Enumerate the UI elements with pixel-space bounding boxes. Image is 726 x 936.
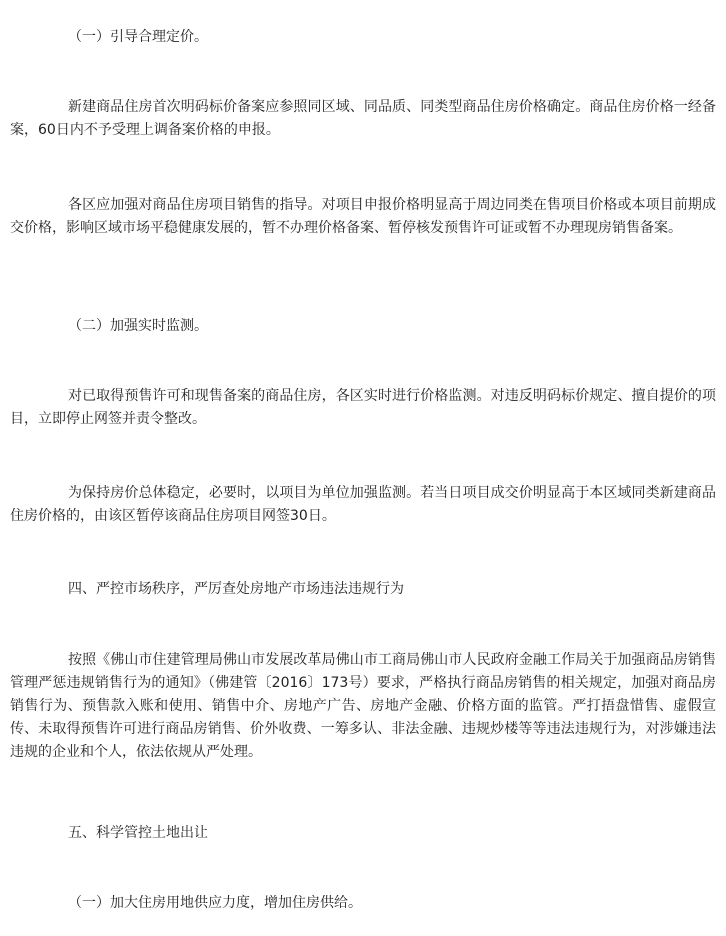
subheading-realtime-monitoring: （二）加强实时监测。 bbox=[68, 318, 208, 334]
paragraph-project-monitoring: 为保持房价总体稳定，必要时，以项目为单位加强监测。若当日项目成交价明显高于本区域同类新建商品住房价格的，由该区暂停该商品住房项目网签30日。 bbox=[10, 485, 716, 524]
section-heading-market-order: 四、严控市场秩序，严厉查处房地产市场违法违规行为 bbox=[68, 581, 404, 597]
section-heading-land-transfer: 五、科学管控土地出让 bbox=[68, 825, 208, 841]
paragraph-district-guidance: 各区应加强对商品住房项目销售的指导。对项目申报价格明显高于周边同类在售项目价格或本项目前期成交价格，影响区域市场平稳健康发展的，暂不办理价格备案、暂停核发预售许可证或暂不办理现房销售备案。 bbox=[10, 197, 716, 236]
subheading-land-supply: （一）加大住房用地供应力度，增加住房供给。 bbox=[68, 895, 362, 911]
paragraph-price-monitoring: 对已取得预售许可和现售备案的商品住房，各区实时进行价格监测。对违反明码标价规定、擅自提价的项目，立即停止网签并责令整改。 bbox=[10, 388, 716, 427]
paragraph-sales-regulation: 按照《佛山市住建管理局佛山市发展改革局佛山市工商局佛山市人民政府金融工作局关于加强商品房销售管理严惩违规销售行为的通知》（佛建管〔2016〕173号）要求，严格执行商品房销售的相关规定，加强对商品房销售行为、预售款入账和使用、销售中介、房地产广告、房地产金融、价格方面的监管。严打捂盘惜售、虚假宣传、未取得预售许可进行商品房销售、价外收费、一筹多认、非法金融、违规炒楼等等违法违规行为，对涉嫌违法违规的企业和个人，依法依规从严处理。 bbox=[10, 652, 716, 760]
subheading-guide-pricing: （一）引导合理定价。 bbox=[68, 29, 208, 45]
paragraph-price-filing: 新建商品住房首次明码标价备案应参照同区域、同品质、同类型商品住房价格确定。商品住房价格一经备案，60日内不予受理上调备案价格的申报。 bbox=[10, 99, 716, 138]
